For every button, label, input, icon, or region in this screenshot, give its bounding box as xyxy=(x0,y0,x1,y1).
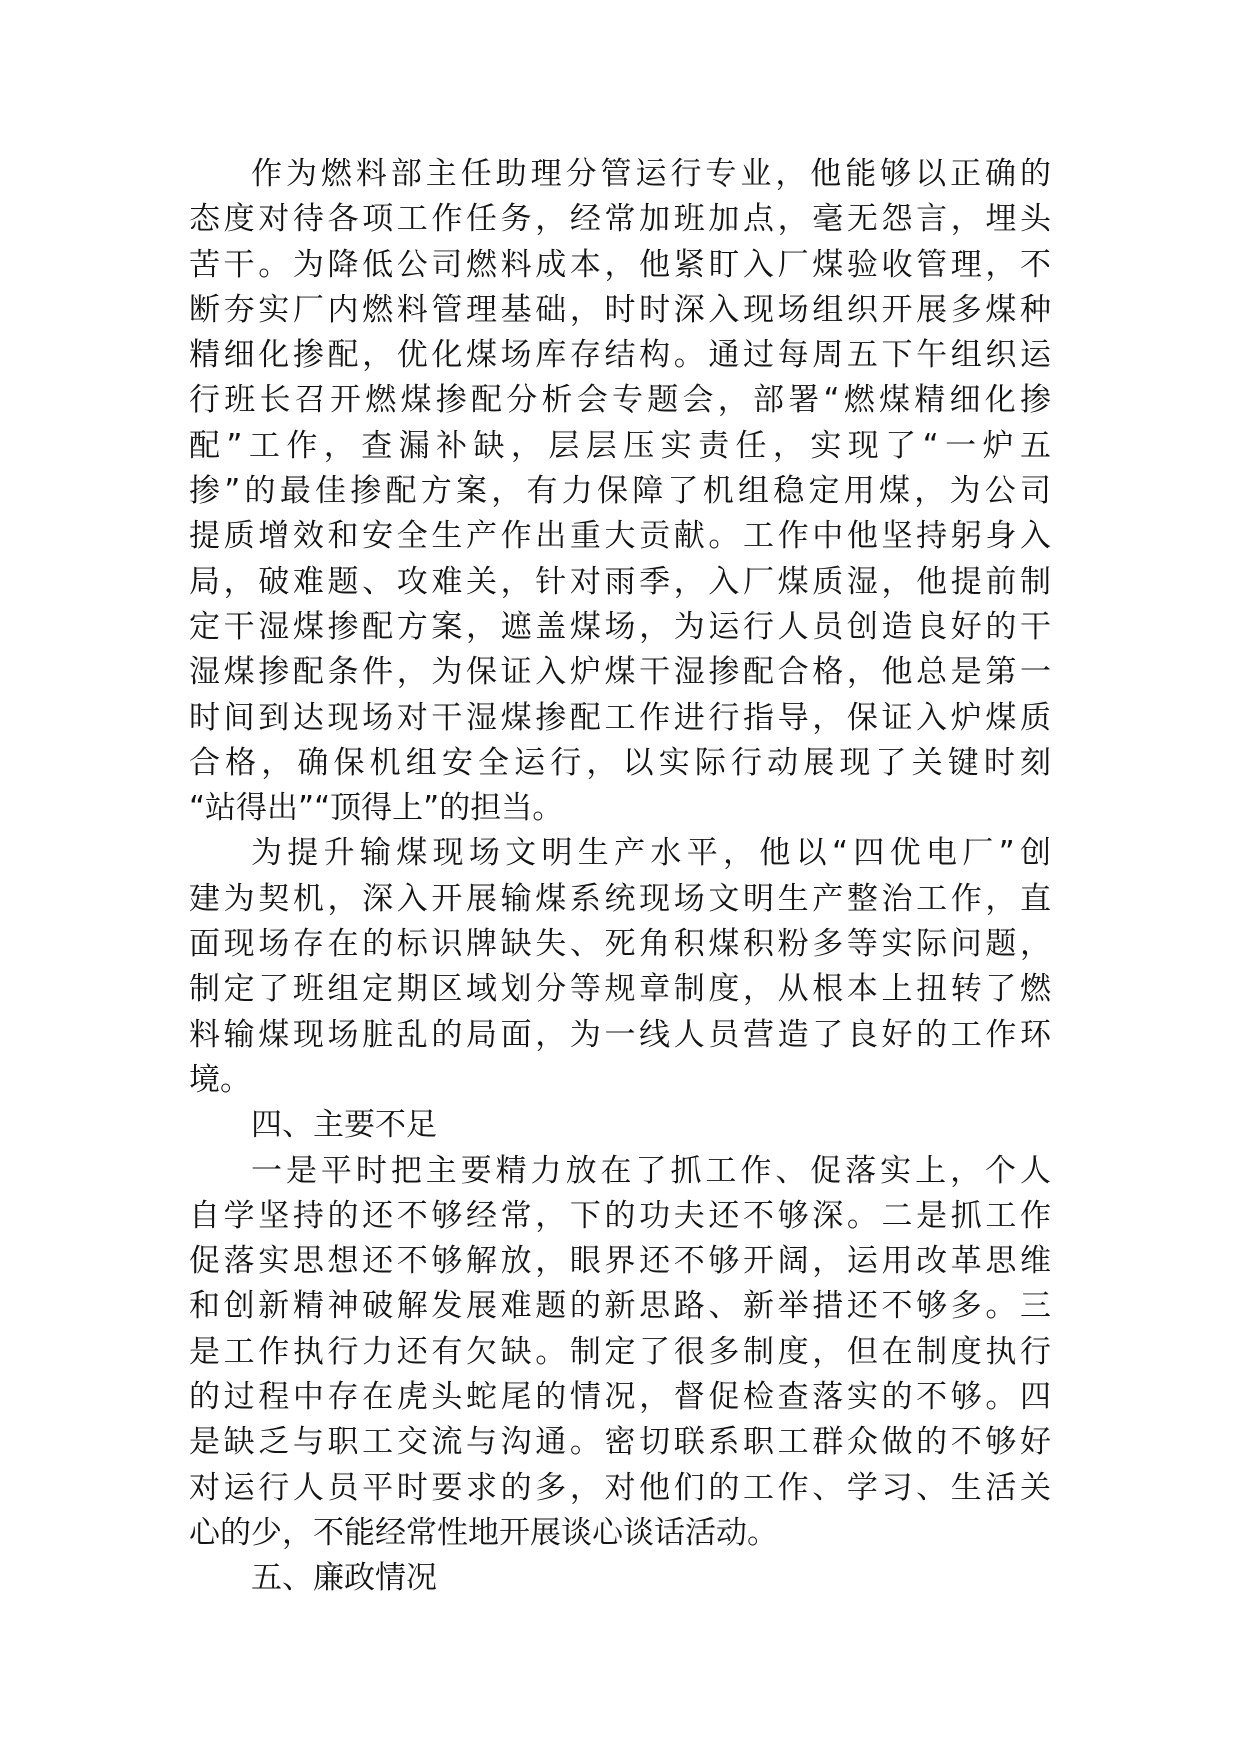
text-line: 作为燃料部主任助理分管运行专业，他能够以正确的 xyxy=(251,156,1051,192)
text-line: “站得出”“顶得上”的担当。 xyxy=(189,790,564,827)
text-line: 制定了班组定期区域划分等规章制度，从根本上扭转了燃 xyxy=(189,971,1051,1008)
text-line: 对运行人员平时要求的多，对他们的工作、学习、生活关 xyxy=(189,1469,1051,1506)
text-line: 建为契机，深入开展输煤系统现场文明生产整治工作，直 xyxy=(189,880,1051,917)
text-line: 境。 xyxy=(189,1061,251,1098)
text-line: 一是平时把主要精力放在了抓工作、促落实上，个人 xyxy=(251,1152,1051,1189)
text-line: 是缺乏与职工交流与沟通。密切联系职工群众做的不够好 xyxy=(189,1424,1051,1461)
text-line: 心的少，不能经常性地开展谈心谈话活动。 xyxy=(189,1514,778,1551)
text-line: 局，破难题、攻难关，针对雨季，入厂煤质湿，他提前制 xyxy=(189,563,1051,600)
text-line: 定干湿煤掺配方案，遮盖煤场，为运行人员创造良好的干 xyxy=(189,608,1051,645)
text-line: 和创新精神破解发展难题的新思路、新举措还不够多。三 xyxy=(189,1288,1051,1325)
text-line: 的过程中存在虎头蛇尾的情况，督促检查落实的不够。四 xyxy=(189,1379,1051,1416)
text-line: 面现场存在的标识牌缺失、死角积煤积粉多等实际问题， xyxy=(189,926,1051,963)
text-line: 断夯实厂内燃料管理基础，时时深入现场组织开展多煤种 xyxy=(189,291,1051,328)
text-line: 料输煤现场脏乱的局面，为一线人员营造了良好的工作环 xyxy=(189,1016,1051,1053)
text-line: 自学坚持的还不够经常，下的功夫还不够深。二是抓工作 xyxy=(189,1197,1051,1234)
text-line: 时间到达现场对干湿煤掺配工作进行指导，保证入炉煤质 xyxy=(189,699,1051,736)
text-line: 精细化掺配，优化煤场库存结构。通过每周五下午组织运 xyxy=(189,337,1051,374)
text-line: 合格，确保机组安全运行，以实际行动展现了关键时刻 xyxy=(189,744,1051,781)
document-page xyxy=(189,152,1051,1602)
text-line: 湿煤掺配条件，为保证入炉煤干湿掺配合格，他总是第一 xyxy=(189,654,1051,691)
text-line: 掺”的最佳掺配方案，有力保障了机组稳定用煤，为公司 xyxy=(189,473,1051,510)
text-line: 行班长召开燃煤掺配分析会专题会，部署“燃煤精细化掺 xyxy=(189,382,1051,419)
text-line: 态度对待各项工作任务，经常加班加点，毫无怨言，埋头 xyxy=(189,201,1051,238)
text-line: 为提升输煤现场文明生产水平，他以“四优电厂”创 xyxy=(251,835,1051,872)
text-line: 提质增效和安全生产作出重大贡献。工作中他坚持躬身入 xyxy=(189,518,1051,555)
text-line: 四、主要不足 xyxy=(251,1107,437,1144)
text-line: 苦干。为降低公司燃料成本，他紧盯入厂煤验收管理，不 xyxy=(189,246,1051,283)
text-line: 是工作执行力还有欠缺。制定了很多制度，但在制度执行 xyxy=(189,1333,1051,1370)
text-line: 促落实思想还不够解放，眼界还不够开阔，运用改革思维 xyxy=(189,1243,1051,1280)
text-line: 五、廉政情况 xyxy=(251,1560,437,1597)
text-line: 配”工作，查漏补缺，层层压实责任，实现了“一炉五 xyxy=(189,427,1051,464)
